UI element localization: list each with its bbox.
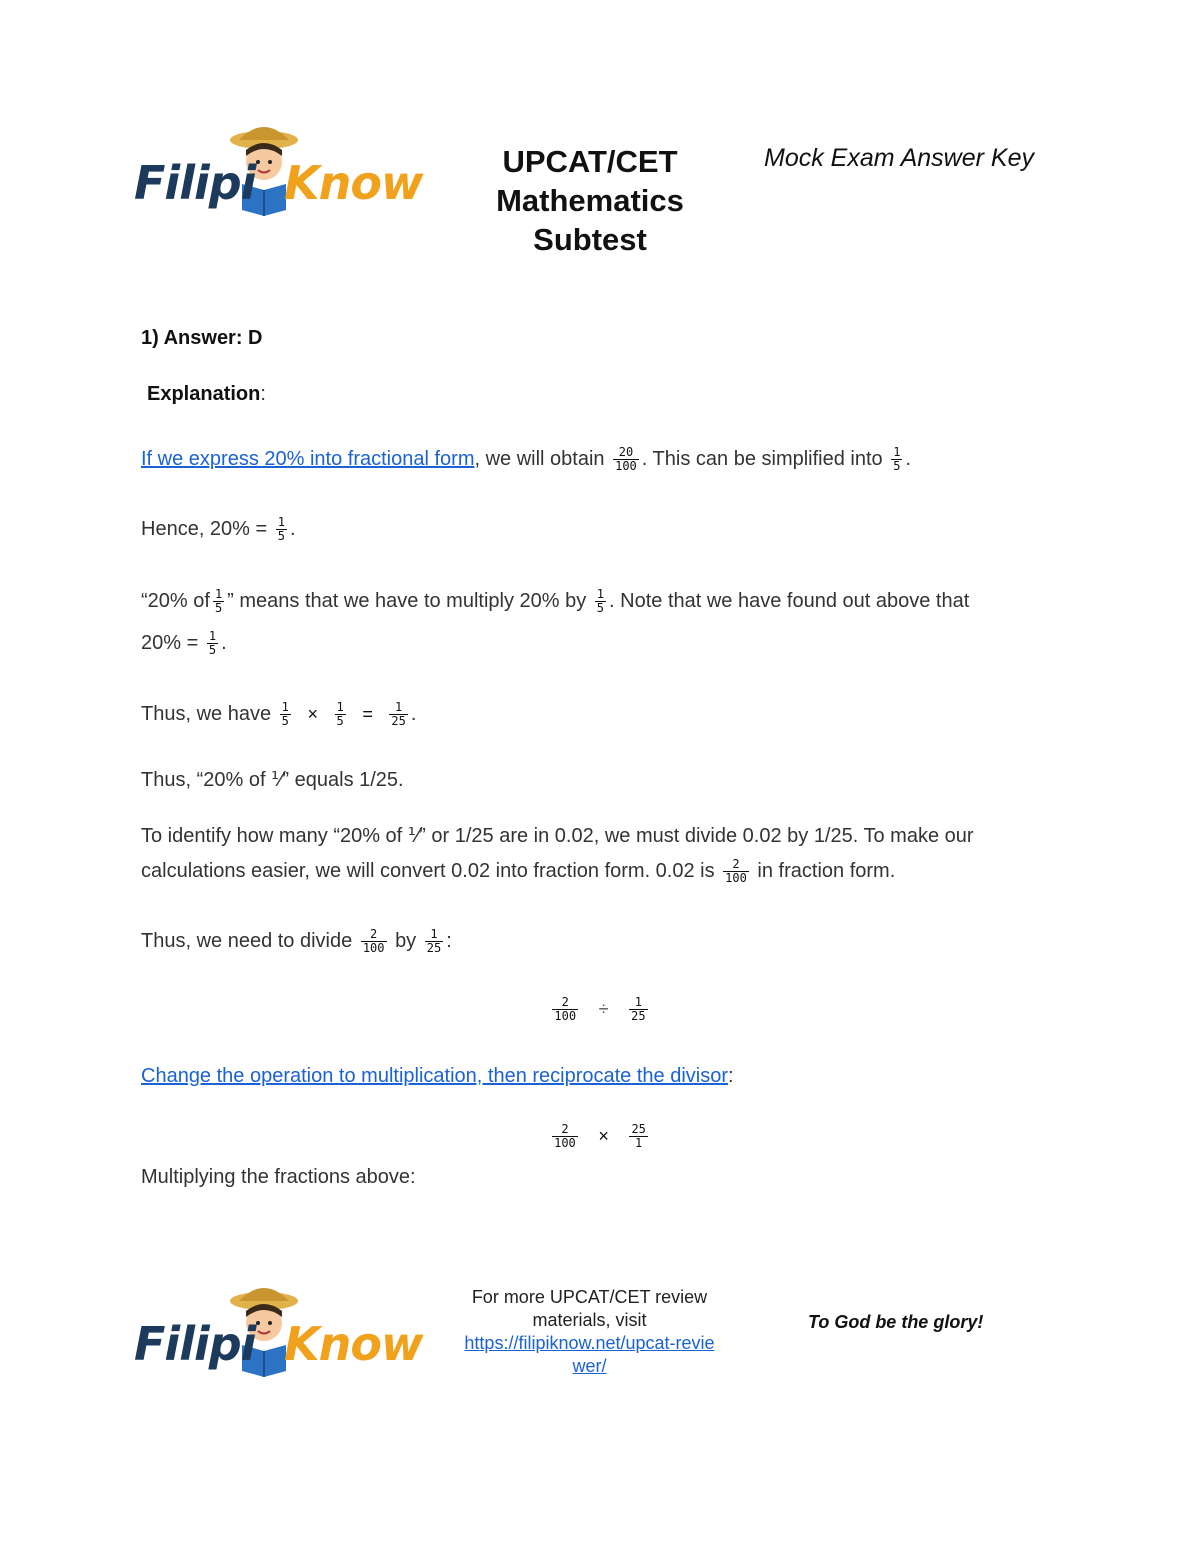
p7-text-b: by	[395, 929, 417, 952]
paragraph-4	[141, 701, 416, 728]
footer-line-2: materials, visit	[532, 1310, 647, 1330]
logo-text-know: Know	[284, 1317, 423, 1371]
title-line-2: Mathematics	[496, 183, 684, 218]
fraction-1-5: $\frac{1}{5}$	[336, 700, 344, 728]
fractional-form-link[interactable]: If we express 20% into fractional form	[141, 447, 475, 470]
footer-line-1: For more UPCAT/CET review	[471, 1287, 708, 1307]
divide-sign: ÷	[598, 999, 609, 1019]
explanation-label: Explanation	[147, 383, 261, 405]
fraction-2-100: $\frac{2}{100}$	[725, 857, 747, 885]
p7-text-a: Thus, we need to divide	[141, 929, 353, 952]
fraction-1-5: $\frac{1}{5}$	[277, 515, 285, 543]
paragraph-7	[141, 928, 452, 955]
paragraph-6-line-1: To identify how many “20% of ⅟” or 1/25 are in 0.02, we must divide 0.02 by 1/25. To make our	[141, 825, 974, 847]
paragraph-8	[141, 1065, 734, 1088]
footer-review-link-part2[interactable]: wer/	[572, 1356, 607, 1376]
title-line-3: Subtest	[533, 222, 647, 257]
p3-text-d: 20% =	[141, 631, 199, 654]
p6-text-b: in fraction form.	[757, 859, 896, 882]
p3-text-a: “20% of	[141, 589, 210, 612]
logo-text-know: Know	[284, 156, 423, 210]
times-sign: ×	[598, 1126, 609, 1146]
fraction-20-100: $\frac{20}{100}$	[615, 445, 637, 473]
glory-tagline: To God be the glory!	[808, 1312, 984, 1332]
paragraph-2	[141, 516, 296, 543]
p2-text-a: Hence, 20% =	[141, 517, 268, 540]
division-expression	[0, 996, 1200, 1023]
explanation-colon: :	[260, 383, 266, 405]
p4-text-a: Thus, we have	[141, 702, 272, 725]
fraction-1-5: $\frac{1}{5}$	[281, 700, 289, 728]
paragraph-1	[141, 446, 911, 473]
paragraph-6-line-2	[141, 858, 895, 885]
fraction-2-100: $\frac{2}{100}$	[554, 995, 577, 1023]
title-line-1: UPCAT/CET	[502, 144, 678, 179]
explanation-heading	[147, 383, 266, 406]
fraction-1-5: $\frac{1}{5}$	[596, 587, 605, 615]
p2-text-b: .	[290, 517, 296, 540]
filipiknow-logo	[134, 122, 423, 222]
p1-text-c: .	[905, 447, 912, 470]
fraction-2-100: $\frac{2}{100}$	[362, 927, 385, 955]
fraction-1-5: $\frac{1}{5}$	[893, 445, 901, 473]
p3-text-c: . Note that we have found out above that	[609, 589, 970, 612]
fraction-1-25: $\frac{1}{25}$	[391, 700, 406, 728]
p1-text-a: , we will obtain	[474, 447, 605, 470]
p3-text-b: ” means that we have to multiply 20% by	[227, 589, 587, 612]
footer-review-link-part1[interactable]: https://filipiknow.net/upcat-revie	[464, 1333, 715, 1353]
fraction-1-5: $\frac{1}{5}$	[208, 629, 217, 657]
multiplication-expression	[0, 1123, 1200, 1150]
fraction-25-1: $\frac{25}{1}$	[631, 1122, 646, 1150]
fraction-2-100: $\frac{2}{100}$	[554, 1122, 576, 1150]
reciprocal-link[interactable]: Change the operation to multiplication, then reciprocate the divisor	[141, 1065, 729, 1087]
paragraph-9: Multiplying the fractions above:	[141, 1166, 416, 1188]
p8-colon: :	[728, 1065, 734, 1087]
paragraph-3-line-2	[141, 630, 227, 657]
p1-text-b: . This can be simplified into	[641, 447, 883, 470]
document-title	[470, 142, 710, 259]
p6-text-a: calculations easier, we will convert 0.02 into fraction form. 0.02 is	[141, 859, 715, 882]
equals-sign: =	[362, 704, 373, 724]
fraction-1-25: $\frac{1}{25}$	[426, 927, 442, 955]
p7-text-c: :	[446, 929, 452, 952]
fraction-1-25: $\frac{1}{25}$	[631, 995, 646, 1023]
p4-text-end: .	[410, 702, 417, 725]
logo-text-filipi: Filipi	[134, 1317, 256, 1371]
logo-text-filipi: Filipi	[134, 156, 256, 210]
answer-heading: 1) Answer: D	[141, 327, 263, 349]
paragraph-5: Thus, “20% of ⅟” equals 1/25.	[141, 769, 404, 791]
footer-review-note	[447, 1286, 732, 1378]
paragraph-3-line-1	[141, 588, 969, 615]
filipiknow-logo-footer	[134, 1283, 423, 1383]
fraction-1-5: $\frac{1}{5}$	[214, 587, 223, 615]
mock-exam-label: Mock Exam Answer Key	[764, 144, 1034, 172]
times-sign: ×	[307, 704, 318, 724]
p3-text-e: .	[221, 631, 227, 654]
